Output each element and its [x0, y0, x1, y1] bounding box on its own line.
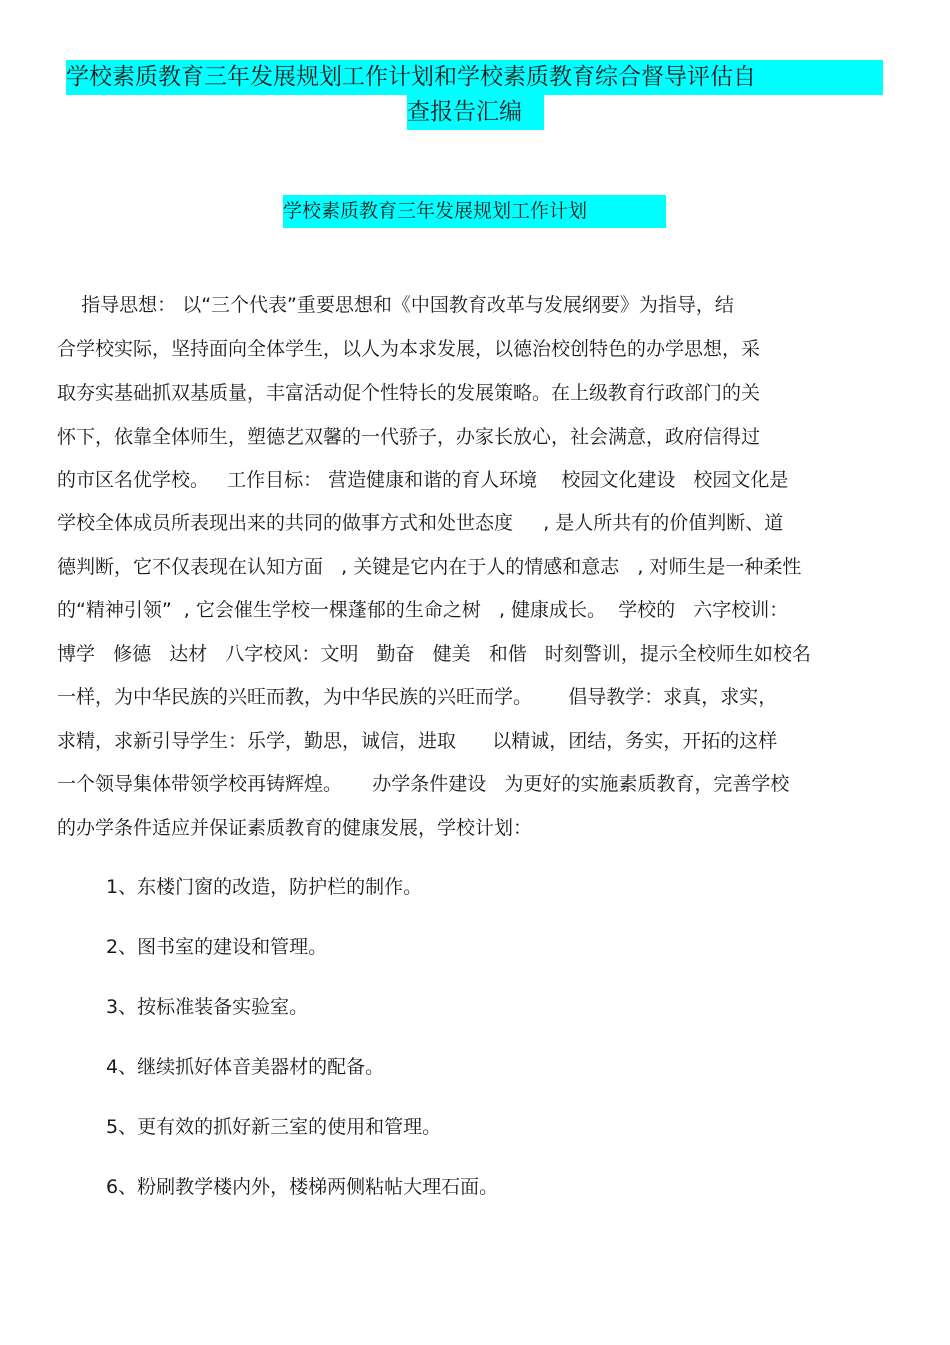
document-title-line-1: 学校素质教育三年发展规划工作计划和学校素质教育综合督导评估自: [66, 60, 883, 95]
list-item: 2、图书室的建设和管理。: [106, 936, 328, 958]
paragraph-line: 一个领导集体带领学校再铸辉煌。 办学条件建设 为更好的实施素质教育，完善学校: [57, 773, 790, 795]
paragraph-line: 怀下，依靠全体师生，塑德艺双馨的一代骄子，办家长放心，社会满意，政府信得过: [57, 426, 761, 448]
paragraph-line: 德判断，它不仅表现在认知方面 , 关键是它内在于人的情感和意志 , 对师生是一种柔性: [57, 556, 802, 578]
paragraph-line: 的“精神引领” , 它会催生学校一棵蓬郁的生命之树 , 健康成长。 学校的 六字校训：: [57, 599, 789, 621]
paragraph-line: 学校全体成员所表现出来的共同的做事方式和处世态度 , 是人所共有的价值判断、道: [57, 512, 784, 534]
paragraph-line: 博学 修德 达材 八字校风：文明 勤奋 健美 和偕 时刻警训，提示全校师生如校名: [57, 643, 811, 665]
paragraph-line: 取夯实基础抓双基质量，丰富活动促个性特长的发展策略。在上级教育行政部门的关: [57, 382, 761, 404]
section-title: 学校素质教育三年发展规划工作计划: [283, 195, 666, 228]
paragraph-line: 一样，为中华民族的兴旺而教，为中华民族的兴旺而学。 倡导教学：求真，求实，: [57, 686, 778, 708]
paragraph-line: 的办学条件适应并保证素质教育的健康发展，学校计划：: [57, 817, 533, 839]
list-item: 1、东楼门窗的改造，防护栏的制作。: [106, 876, 423, 898]
list-item: 5、更有效的抓好新三室的使用和管理。: [106, 1116, 442, 1138]
paragraph-line: 的市区名优学校。 工作目标： 营造健康和谐的育人环境 校园文化建设 校园文化是: [57, 469, 789, 491]
paragraph-line: 合学校实际，坚持面向全体学生，以人为本求发展，以德治校创特色的办学思想，采: [57, 338, 761, 360]
list-item: 3、按标准装备实验室。: [106, 996, 309, 1018]
document-title-line-2: 查报告汇编: [407, 95, 544, 130]
list-item: 6、粉刷教学楼内外，楼梯两侧粘帖大理石面。: [106, 1176, 499, 1198]
paragraph-line: 求精，求新引导学生：乐学，勤思，诚信，进取 以精诚，团结，务实，开拓的这样: [57, 730, 778, 752]
list-item: 4、继续抓好体音美器材的配备。: [106, 1056, 385, 1078]
paragraph-line: 指导思想： 以“三个代表”重要思想和《中国教育改革与发展纲要》为指导，结: [57, 294, 734, 316]
